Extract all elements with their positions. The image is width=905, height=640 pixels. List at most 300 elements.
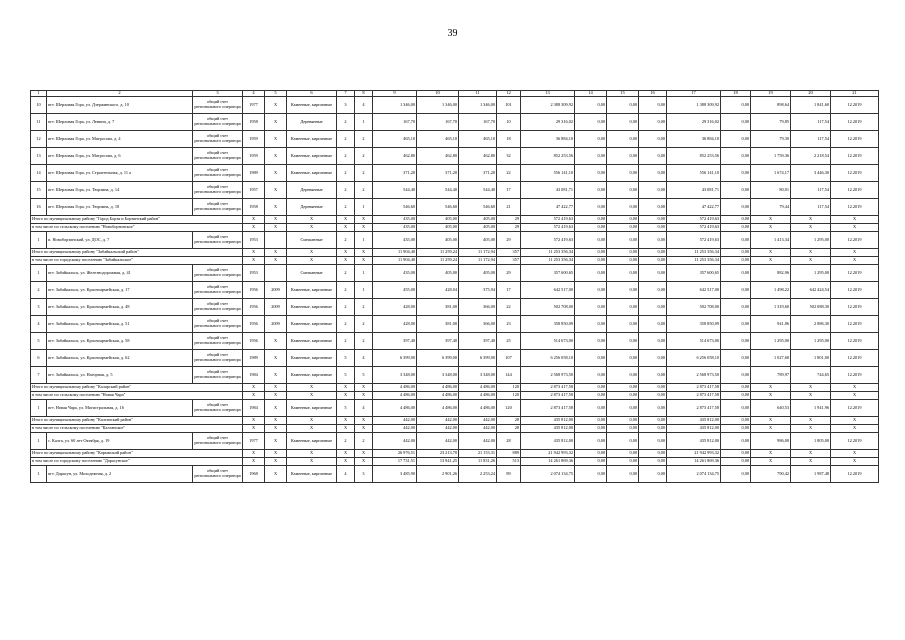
- table-cell: 0,00: [607, 182, 639, 199]
- summary-cell: 0,00: [721, 425, 751, 433]
- summary-cell: 0,00: [607, 249, 639, 257]
- table-cell: 642 424,54: [791, 282, 831, 299]
- table-cell: 0,00: [721, 466, 751, 483]
- table-cell: 3 485,90: [373, 466, 417, 483]
- summary-cell: 572 419,63: [521, 224, 575, 232]
- table-cell: 1953: [243, 232, 265, 249]
- summary-cell: X: [751, 425, 791, 433]
- table-cell: 0,00: [639, 182, 667, 199]
- column-number-header: 20: [791, 91, 831, 97]
- table-cell: Деревянные: [287, 199, 337, 216]
- summary-cell: X: [791, 249, 831, 257]
- table-cell: 2 901,26: [417, 466, 459, 483]
- summary-cell: 0,00: [607, 392, 639, 400]
- table-cell: 0,00: [607, 165, 639, 182]
- table-cell: общий счет регионального оператора: [193, 466, 243, 483]
- table-cell: 144: [497, 367, 521, 384]
- summary-cell: 0,00: [575, 450, 607, 458]
- summary-cell: 11 172,94: [459, 249, 497, 257]
- table-cell: 0,00: [721, 367, 751, 384]
- table-cell: 0,00: [575, 165, 607, 182]
- summary-cell: X: [265, 450, 287, 458]
- table-cell: 2: [355, 182, 373, 199]
- table-cell: 36 884,10: [521, 131, 575, 148]
- summary-cell: X: [287, 257, 337, 265]
- table-cell: общий счет регионального оператора: [193, 316, 243, 333]
- table-cell: 1: [31, 400, 47, 417]
- table-cell: 1 801,00: [791, 350, 831, 367]
- summary-cell: 0,00: [639, 417, 667, 425]
- table-cell: 0,00: [575, 182, 607, 199]
- table-cell: 0,00: [721, 182, 751, 199]
- table-cell: 397,40: [459, 333, 497, 350]
- table-cell: 0,00: [607, 114, 639, 131]
- table-cell: 107: [497, 350, 521, 367]
- table-cell: 16: [31, 199, 47, 216]
- table-row: [31, 232, 879, 249]
- table-cell: 2: [337, 282, 355, 299]
- table-cell: 0,00: [607, 232, 639, 249]
- table-cell: 2: [337, 165, 355, 182]
- table-cell: 0,00: [639, 367, 667, 384]
- summary-cell: 0,00: [575, 249, 607, 257]
- table-cell: 12.2019: [831, 265, 879, 282]
- table-cell: 852 253,56: [667, 148, 721, 165]
- table-cell: 12.2019: [831, 333, 879, 350]
- table-cell: 4: [337, 466, 355, 483]
- table-cell: 986,00: [751, 433, 791, 450]
- table-cell: 0,00: [721, 148, 751, 165]
- summary-cell: 21 942 993,32: [521, 450, 575, 458]
- summary-cell: 0,00: [607, 417, 639, 425]
- table-cell: 405,00: [417, 265, 459, 282]
- summary-cell: 442,00: [417, 417, 459, 425]
- table-cell: 465,10: [417, 131, 459, 148]
- summary-cell: 120: [497, 392, 521, 400]
- table-cell: 0,00: [575, 232, 607, 249]
- address-cell: пгт. Дарасун, ул. Молодежная, д. 2: [47, 466, 193, 483]
- table-row: [31, 148, 879, 165]
- summary-cell: X: [355, 450, 373, 458]
- column-number-header: 19: [751, 91, 791, 97]
- summary-cell: 4 486,00: [459, 392, 497, 400]
- summary-cell: 2 873 417,58: [521, 392, 575, 400]
- table-cell: 2: [355, 316, 373, 333]
- table-cell: 0,00: [639, 400, 667, 417]
- address-cell: пгт. Шерловая Гора, ул. Тюрлина, д. 14: [47, 182, 193, 199]
- table-cell: 502 708,00: [667, 299, 721, 316]
- table-cell: 0,00: [607, 316, 639, 333]
- table-cell: 13: [31, 148, 47, 165]
- column-number-header: 6: [287, 91, 337, 97]
- summary-cell: X: [791, 257, 831, 265]
- table-cell: 12.2019: [831, 466, 879, 483]
- table-row: [31, 466, 879, 483]
- table-cell: 3: [337, 97, 355, 114]
- summary-cell: 14 261 869,36: [521, 458, 575, 466]
- table-cell: Каменные, кирпичные: [287, 433, 337, 450]
- column-number-header: 3: [193, 91, 243, 97]
- table-cell: 442,00: [417, 433, 459, 450]
- summary-cell: X: [265, 249, 287, 257]
- summary-cell: X: [831, 224, 879, 232]
- table-cell: 2: [337, 316, 355, 333]
- table-cell: Каменные, кирпичные: [287, 350, 337, 367]
- table-cell: 167,70: [417, 114, 459, 131]
- table-cell: 1 295,00: [751, 333, 791, 350]
- table-cell: общий счет регионального оператора: [193, 333, 243, 350]
- summary-cell: X: [831, 458, 879, 466]
- table-cell: X: [265, 97, 287, 114]
- table-cell: X: [265, 114, 287, 131]
- table-cell: 2: [337, 433, 355, 450]
- summary-cell: X: [337, 249, 355, 257]
- table-cell: 4: [355, 400, 373, 417]
- table-cell: 6 256 058,10: [667, 350, 721, 367]
- summary-cell: X: [265, 257, 287, 265]
- summary-cell: 889: [497, 450, 521, 458]
- table-cell: 0,00: [721, 316, 751, 333]
- table-cell: X: [265, 433, 287, 450]
- table-cell: 544,40: [459, 182, 497, 199]
- summary-cell: 0,00: [721, 257, 751, 265]
- table-cell: 428,00: [373, 316, 417, 333]
- table-cell: 0,00: [639, 265, 667, 282]
- table-cell: Каменные, кирпичные: [287, 282, 337, 299]
- table-cell: 4: [31, 316, 47, 333]
- table-cell: 0,00: [721, 350, 751, 367]
- summary-cell: 0,00: [721, 450, 751, 458]
- table-cell: 1956: [243, 282, 265, 299]
- summary-cell: 4 486,00: [373, 392, 417, 400]
- summary-cell: X: [831, 425, 879, 433]
- summary-cell: 21 942 993,32: [667, 450, 721, 458]
- table-cell: 2009: [265, 282, 287, 299]
- table-cell: 1977: [243, 97, 265, 114]
- table-row: [31, 299, 879, 316]
- table-cell: 397,40: [417, 333, 459, 350]
- table-cell: X: [265, 165, 287, 182]
- table-cell: 0,00: [607, 350, 639, 367]
- summary-cell: X: [355, 458, 373, 466]
- table-cell: общий счет регионального оператора: [193, 299, 243, 316]
- table-cell: 357 600,65: [521, 265, 575, 282]
- table-cell: 3 446,30: [791, 165, 831, 182]
- table-row: [31, 333, 879, 350]
- table-cell: 3: [31, 299, 47, 316]
- summary-cell: X: [337, 392, 355, 400]
- summary-cell: 435 812,00: [667, 417, 721, 425]
- table-row: [31, 400, 879, 417]
- summary-cell: X: [355, 384, 373, 392]
- summary-cell: X: [287, 392, 337, 400]
- table-row: [31, 165, 879, 182]
- summary-cell: 11 259,24: [417, 257, 459, 265]
- table-row: [31, 114, 879, 131]
- summary-row: [31, 384, 879, 392]
- column-number-header: 7: [337, 91, 355, 97]
- summary-cell: X: [337, 425, 355, 433]
- summary-label: Итого по муниципальному району "Город Борзя и Борзинский район": [31, 216, 243, 224]
- table-cell: Деревянные: [287, 114, 337, 131]
- summary-cell: X: [287, 216, 337, 224]
- table-cell: общий счет регионального оператора: [193, 232, 243, 249]
- column-number-header: 8: [355, 91, 373, 97]
- table-cell: 12.2019: [831, 299, 879, 316]
- column-number-header: 10: [417, 91, 459, 97]
- table-cell: 5: [337, 350, 355, 367]
- table-cell: Каменные, кирпичные: [287, 165, 337, 182]
- table-cell: 1956: [243, 299, 265, 316]
- table-cell: 371,20: [417, 165, 459, 182]
- summary-cell: 442,00: [373, 417, 417, 425]
- table-cell: 2: [337, 114, 355, 131]
- table-cell: 0,00: [607, 199, 639, 216]
- table-cell: 11: [31, 114, 47, 131]
- table-cell: 1956: [243, 316, 265, 333]
- table-cell: 6 399,00: [417, 350, 459, 367]
- table-cell: Каменные, кирпичные: [287, 400, 337, 417]
- table-cell: 0,00: [575, 316, 607, 333]
- table-cell: 1: [355, 232, 373, 249]
- summary-cell: 0,00: [639, 458, 667, 466]
- summary-cell: 120: [497, 384, 521, 392]
- summary-row: [31, 249, 879, 257]
- summary-cell: 405,00: [459, 216, 497, 224]
- table-cell: 167,70: [459, 114, 497, 131]
- summary-cell: 4 486,00: [459, 384, 497, 392]
- page-number: 39: [447, 28, 458, 39]
- summary-cell: X: [831, 249, 879, 257]
- table-cell: 22: [497, 165, 521, 182]
- table-cell: 744,65: [791, 367, 831, 384]
- table-cell: 1953: [243, 265, 265, 282]
- summary-cell: 435 812,00: [667, 425, 721, 433]
- table-cell: 6 256 058,10: [521, 350, 575, 367]
- summary-cell: 0,00: [607, 425, 639, 433]
- table-cell: 47 422,77: [521, 199, 575, 216]
- table-cell: 12.2019: [831, 97, 879, 114]
- summary-cell: 0,00: [575, 257, 607, 265]
- table-cell: 2: [337, 232, 355, 249]
- table-cell: 12.2019: [831, 131, 879, 148]
- table-cell: 0,00: [721, 165, 751, 182]
- table-cell: 0,00: [575, 282, 607, 299]
- table-cell: 12.2019: [831, 316, 879, 333]
- table-cell: 2 074 134,75: [521, 466, 575, 483]
- summary-cell: 0,00: [721, 384, 751, 392]
- address-cell: пгт. Забайкальск, ул. Красноармейская, д. 58: [47, 333, 193, 350]
- table-cell: 0,00: [639, 199, 667, 216]
- table-cell: 2 886,30: [791, 316, 831, 333]
- summary-cell: X: [243, 417, 265, 425]
- table-cell: 1 027,68: [751, 350, 791, 367]
- table-cell: 1968: [243, 466, 265, 483]
- summary-cell: 2 873 417,58: [667, 384, 721, 392]
- table-cell: X: [265, 466, 287, 483]
- table-cell: 556 141,10: [667, 165, 721, 182]
- table-cell: Каменные, кирпичные: [287, 466, 337, 483]
- table-cell: 1959: [243, 148, 265, 165]
- table-cell: 790,42: [751, 466, 791, 483]
- table-cell: 465,10: [459, 131, 497, 148]
- table-cell: 1 759,36: [751, 148, 791, 165]
- table-cell: 1957: [243, 182, 265, 199]
- table-cell: 79,30: [751, 131, 791, 148]
- table-cell: 117,54: [791, 182, 831, 199]
- table-cell: 6 399,00: [459, 350, 497, 367]
- table-cell: Деревянные: [287, 182, 337, 199]
- table-cell: 5: [31, 333, 47, 350]
- table-cell: 117,54: [791, 199, 831, 216]
- table-cell: 462,80: [373, 148, 417, 165]
- table-cell: 2: [31, 282, 47, 299]
- summary-cell: X: [791, 392, 831, 400]
- summary-cell: X: [751, 417, 791, 425]
- table-cell: 0,00: [639, 232, 667, 249]
- table-cell: 1 841,60: [791, 97, 831, 114]
- table-cell: 80,01: [751, 182, 791, 199]
- table-cell: общий счет регионального оператора: [193, 400, 243, 417]
- summary-cell: 14 261 869,36: [667, 458, 721, 466]
- table-cell: 3 348,00: [459, 367, 497, 384]
- summary-cell: X: [337, 417, 355, 425]
- summary-cell: X: [791, 425, 831, 433]
- summary-cell: X: [831, 216, 879, 224]
- table-cell: 0,00: [575, 265, 607, 282]
- table-cell: 117,54: [791, 131, 831, 148]
- summary-cell: 17 731,51: [373, 458, 417, 466]
- table-cell: 0,00: [575, 114, 607, 131]
- table-cell: 36 884,10: [667, 131, 721, 148]
- summary-cell: 435,00: [373, 224, 417, 232]
- table-cell: 12.2019: [831, 282, 879, 299]
- table-cell: 0,00: [607, 466, 639, 483]
- summary-cell: 11 253 356,34: [521, 249, 575, 257]
- summary-cell: X: [287, 417, 337, 425]
- address-cell: пгт. Шерловая Гора, ул. Дзержинского, д. 10: [47, 97, 193, 114]
- summary-cell: X: [751, 249, 791, 257]
- table-cell: 12.2019: [831, 114, 879, 131]
- table-cell: 0,00: [639, 433, 667, 450]
- table-cell: 2: [337, 265, 355, 282]
- table-cell: X: [265, 148, 287, 165]
- table-cell: 0,00: [639, 131, 667, 148]
- summary-cell: X: [287, 458, 337, 466]
- table-cell: 21: [497, 199, 521, 216]
- summary-cell: 4 486,00: [417, 384, 459, 392]
- table-cell: [265, 265, 287, 282]
- summary-cell: X: [355, 425, 373, 433]
- table-cell: 1959: [243, 131, 265, 148]
- table-cell: 0,00: [607, 400, 639, 417]
- table-cell: 0,00: [639, 333, 667, 350]
- summary-cell: 572 419,63: [667, 224, 721, 232]
- table-cell: Каменные, кирпичные: [287, 131, 337, 148]
- summary-label: в том числе по сельскому поселению "Новая Чара": [31, 392, 243, 400]
- table-cell: 0,00: [721, 433, 751, 450]
- summary-cell: X: [751, 450, 791, 458]
- table-cell: общий счет регионального оператора: [193, 131, 243, 148]
- summary-cell: 0,00: [575, 417, 607, 425]
- table-row: [31, 199, 879, 216]
- table-cell: 1 346,00: [459, 97, 497, 114]
- table-cell: 572 419,63: [521, 232, 575, 249]
- table-cell: 28: [497, 433, 521, 450]
- table-cell: 0,00: [607, 131, 639, 148]
- table-cell: 572 419,63: [667, 232, 721, 249]
- summary-cell: X: [337, 257, 355, 265]
- table-cell: Смешанные: [287, 232, 337, 249]
- table-cell: 2 253,24: [459, 466, 497, 483]
- column-number-header: 9: [373, 91, 417, 97]
- summary-cell: 0,00: [607, 224, 639, 232]
- summary-cell: X: [265, 392, 287, 400]
- table-cell: 1989: [243, 165, 265, 182]
- summary-cell: 4 486,00: [373, 384, 417, 392]
- table-cell: 4: [355, 97, 373, 114]
- column-number-header: 12: [497, 91, 521, 97]
- table-cell: 17: [497, 182, 521, 199]
- table-cell: 435 812,00: [521, 433, 575, 450]
- table-cell: 514 673,00: [521, 333, 575, 350]
- summary-cell: 2 873 417,58: [521, 384, 575, 392]
- table-cell: 2009: [265, 316, 287, 333]
- table-cell: 4 486,00: [459, 400, 497, 417]
- summary-cell: 29: [497, 224, 521, 232]
- table-cell: 167,70: [373, 114, 417, 131]
- summary-cell: 11 904,40: [373, 249, 417, 257]
- summary-cell: 0,00: [575, 224, 607, 232]
- table-cell: 2: [337, 131, 355, 148]
- table-cell: 502 088,30: [791, 299, 831, 316]
- table-cell: 358 850,09: [521, 316, 575, 333]
- table-cell: 12: [31, 131, 47, 148]
- table-cell: 546,60: [417, 199, 459, 216]
- table-cell: 47 422,77: [667, 199, 721, 216]
- table-cell: 941,86: [751, 316, 791, 333]
- summary-row: [31, 392, 879, 400]
- summary-cell: 26 976,51: [373, 450, 417, 458]
- summary-cell: X: [791, 417, 831, 425]
- summary-cell: X: [751, 392, 791, 400]
- summary-label: Итого по муниципальному району "Карымский район": [31, 450, 243, 458]
- table-cell: Каменные, кирпичные: [287, 97, 337, 114]
- table-cell: 0,00: [575, 367, 607, 384]
- table-cell: 442,00: [373, 433, 417, 450]
- table-cell: 29 316,02: [667, 114, 721, 131]
- table-cell: 2 873 417,58: [667, 400, 721, 417]
- table-cell: 428,00: [373, 299, 417, 316]
- table-cell: 1: [31, 232, 47, 249]
- table-row: [31, 367, 879, 384]
- summary-cell: 0,00: [639, 450, 667, 458]
- summary-cell: 29: [497, 216, 521, 224]
- table-row: [31, 282, 879, 299]
- summary-cell: X: [265, 384, 287, 392]
- address-cell: пгт. Шерловая Гора, ул. Тюрлина, д. 18: [47, 199, 193, 216]
- summary-cell: 0,00: [639, 216, 667, 224]
- table-cell: 1: [31, 466, 47, 483]
- table-cell: 29: [497, 265, 521, 282]
- table-cell: 1958: [243, 114, 265, 131]
- column-number-header: 21: [831, 91, 879, 97]
- summary-cell: 405,00: [417, 216, 459, 224]
- table-cell: 465,10: [373, 131, 417, 148]
- summary-cell: 0,00: [575, 392, 607, 400]
- table-cell: 12.2019: [831, 232, 879, 249]
- table-cell: 405,00: [459, 265, 497, 282]
